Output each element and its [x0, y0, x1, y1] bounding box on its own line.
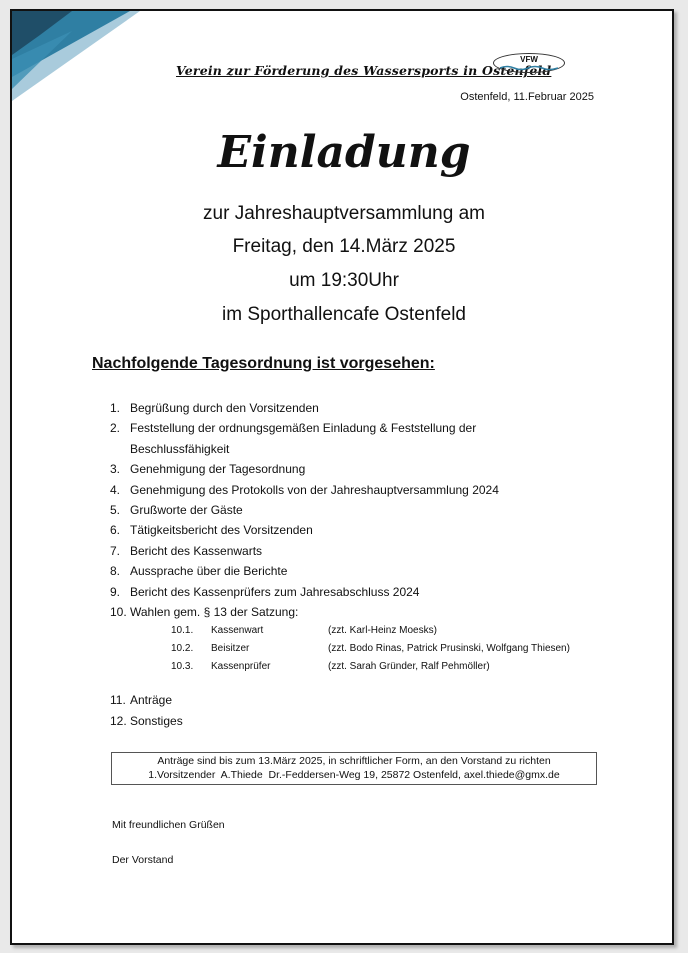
item-text: Begrüßung durch den Vorsitzenden: [130, 401, 319, 415]
subtitle-line-1: zur Jahreshauptversammlung am: [203, 203, 485, 224]
item-text: Genehmigung des Protokolls von der Jahreshauptversammlung 2024: [130, 482, 499, 497]
item-number: 11.: [110, 693, 126, 708]
item-text: Bericht des Kassenwarts: [130, 543, 263, 558]
notice-line-2: 1.Vorsitzender A.Thiede Dr.-Feddersen-Weg 19, 25872 Ostenfeld, axel.thiede@gmx.de: [148, 769, 560, 781]
sub-item-label: Kassenprüfer: [211, 661, 271, 673]
list-item: [110, 398, 630, 418]
notice-box: [111, 752, 597, 785]
item-number: 4.: [110, 482, 121, 497]
item-number: 2.: [110, 421, 121, 436]
sub-list-item: [171, 640, 630, 658]
sub-item-note: (zzt. Karl-Heinz Moesks): [328, 625, 437, 637]
list-item: [110, 520, 630, 540]
list-item: [110, 582, 630, 602]
list-item: [110, 711, 630, 731]
item-number: 6.: [110, 523, 121, 538]
sub-item-number: 10.2.: [171, 643, 194, 655]
list-item: [110, 418, 630, 459]
list-item: [110, 561, 630, 581]
list-item: [110, 602, 630, 622]
sub-item-number: 10.1.: [171, 625, 194, 637]
agenda-heading: Nachfolgende Tagesordnung ist vorgesehen:: [92, 355, 435, 372]
sub-item-note: (zzt. Bodo Rinas, Patrick Prusinski, Wolfgang Thiesen): [328, 643, 570, 655]
closing-signature: Der Vorstand: [112, 854, 174, 866]
date-line: Ostenfeld, 11.Februar 2025: [460, 91, 594, 103]
subtitle-line-4: im Sporthallencafe Ostenfeld: [222, 304, 466, 325]
sub-item-label: Kassenwart: [211, 625, 264, 637]
club-logo: [493, 53, 565, 73]
item-text: Sonstiges: [130, 713, 183, 728]
item-number: 12.: [110, 713, 127, 728]
wave-icon: [500, 65, 558, 71]
item-text: Grußworte der Gäste: [130, 503, 243, 518]
corner-decoration: [12, 11, 152, 106]
item-number: 8.: [110, 564, 121, 579]
item-text: Tätigkeitsbericht des Vorsitzenden: [130, 523, 313, 538]
closing-greeting: Mit freundlichen Grüßen: [112, 819, 225, 831]
item-number: 9.: [110, 584, 121, 599]
agenda-list: [110, 398, 630, 731]
sub-item-number: 10.3.: [171, 661, 194, 673]
sub-list-item: [171, 658, 630, 676]
item-number: 5.: [110, 503, 121, 518]
sub-item-note: (zzt. Sarah Gründer, Ralf Pehmöller): [328, 661, 490, 673]
item-number: 3.: [110, 462, 121, 477]
document-page: [10, 9, 674, 945]
subtitle-line-3: um 19:30Uhr: [289, 270, 399, 291]
subtitle-line-2: Freitag, den 14.März 2025: [232, 236, 456, 257]
club-name: Verein zur Förderung des Wassersports in Ostenfeld: [176, 63, 552, 78]
item-text: Aussprache über die Berichte: [130, 564, 288, 579]
item-number: 10.: [110, 605, 127, 620]
item-text: Feststellung der ordnungsgemäßen Einladung & Feststellung der Beschlussfähigkeit: [130, 421, 477, 456]
sub-list-item: [171, 622, 630, 640]
page-title: Einladung: [217, 127, 471, 178]
item-text: Bericht des Kassenprüfers zum Jahresabschluss 2024: [130, 584, 420, 599]
sub-item-label: Beisitzer: [211, 643, 250, 655]
logo-text: VFW: [520, 55, 538, 64]
item-text: Wahlen gem. § 13 der Satzung:: [130, 605, 299, 620]
item-text: Anträge: [130, 693, 173, 708]
list-item: [110, 459, 630, 479]
list-item: [110, 690, 630, 710]
list-item: [110, 541, 630, 561]
notice-line-1: Anträge sind bis zum 13.März 2025, in schriftlicher Form, an den Vorstand zu richten: [157, 755, 551, 767]
item-text: Genehmigung der Tagesordnung: [130, 462, 306, 477]
spacer: [110, 676, 630, 690]
list-item: [110, 480, 630, 500]
item-number: 7.: [110, 543, 121, 558]
list-item: [110, 500, 630, 520]
item-number: 1.: [110, 401, 121, 415]
